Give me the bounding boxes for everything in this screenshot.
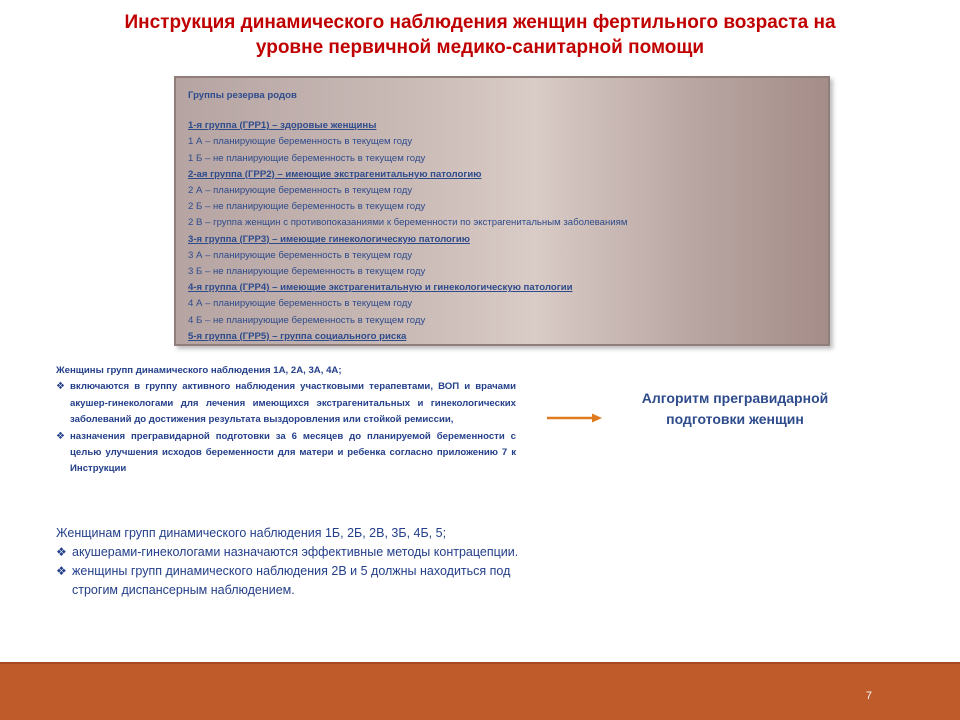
bullet-item bbox=[56, 543, 526, 562]
group-2-line[interactable]: 2-ая группа (ГРР2) – имеющие экстрагенитальную патологию bbox=[188, 168, 482, 180]
footer-divider bbox=[0, 662, 960, 664]
slide-title-line-1: Инструкция динамического наблюдения женщин фертильного возраста на bbox=[124, 12, 836, 33]
panel-spacer bbox=[188, 104, 820, 118]
right-arrow-icon bbox=[547, 413, 602, 423]
subgroup-2v-line: 2 В – группа женщин с противопоказаниями к беременности по экстрагенитальным заболеваниям bbox=[188, 217, 628, 229]
panel-line-list bbox=[188, 118, 820, 345]
slide-title-line-2: уровне первичной медико-санитарной помощи bbox=[255, 37, 705, 58]
page-number: 7 bbox=[865, 690, 872, 702]
pregravid-algorithm-label bbox=[605, 388, 865, 430]
group-4-line[interactable]: 4-я группа (ГРР4) – имеющие экстрагенитальную и гинекологическую патологии bbox=[188, 282, 573, 294]
bullet-text: включаются в группу активного наблюдения участковыми терапевтами, ВОП и врачами акушер-гинекологами для лечения имеющихся экстрагенитальных и гинекологических заболеваний до достижения результата выздоровления или стойкой ремиссии, bbox=[70, 381, 516, 426]
bullet-item bbox=[56, 562, 526, 600]
active-observation-block bbox=[56, 363, 516, 478]
group-5-line[interactable]: 5-я группа (ГРР5) – группа социального риска bbox=[188, 330, 407, 342]
algorithm-label-line-1: Алгоритм прегравидарной bbox=[641, 390, 829, 406]
active-observation-heading: Женщины групп динамического наблюдения 1А, 2А, 3А, 4А; bbox=[56, 365, 342, 376]
diamond-bullet-icon: ❖ bbox=[56, 381, 65, 393]
subgroup-4b-line: 4 Б – не планирующие беременность в текущем году bbox=[188, 314, 426, 326]
subgroup-2a-line: 2 А – планирующие беременность в текущем году bbox=[188, 185, 413, 197]
slide-title bbox=[70, 10, 890, 60]
bullet-text: акушерами-гинекологами назначаются эффективные методы контрацепции. bbox=[72, 545, 519, 559]
bullet-text: назначения прегравидарной подготовки за 6 месяцев до планируемой беременности с целью улучшения исходов беременности для матери и ребенка согласно приложению 7 к Инструкции bbox=[70, 430, 516, 475]
contraception-heading: Женщинам групп динамического наблюдения 1Б, 2Б, 2В, 3Б, 4Б, 5; bbox=[56, 526, 447, 540]
subgroup-3b-line: 3 Б – не планирующие беременность в текущем году bbox=[188, 266, 426, 278]
diamond-bullet-icon: ❖ bbox=[56, 430, 65, 442]
bullet-text: женщины групп динамического наблюдения 2В и 5 должны находиться под строгим диспансерным наблюдением. bbox=[72, 564, 511, 597]
subgroup-1b-line: 1 Б – не планирующие беременность в текущем году bbox=[188, 152, 426, 164]
subgroup-1a-line: 1 А – планирующие беременность в текущем году bbox=[188, 136, 413, 148]
group-3-line[interactable]: 3-я группа (ГРР3) – имеющие гинекологическую патологию bbox=[188, 233, 470, 245]
group-1-line[interactable]: 1-я группа (ГРР1) – здоровые женщины bbox=[188, 120, 377, 132]
subgroup-3a-line: 3 А – планирующие беременность в текущем году bbox=[188, 249, 413, 261]
panel-heading: Группы резерва родов bbox=[188, 90, 297, 101]
footer-band bbox=[0, 662, 960, 720]
subgroup-2b-line: 2 Б – не планирующие беременность в текущем году bbox=[188, 201, 426, 213]
bullet-item bbox=[56, 429, 516, 478]
diamond-bullet-icon: ❖ bbox=[56, 564, 67, 578]
birth-reserve-groups-panel bbox=[174, 76, 830, 346]
diamond-bullet-icon: ❖ bbox=[56, 545, 67, 559]
bullet-item bbox=[56, 379, 516, 428]
contraception-block bbox=[56, 524, 526, 600]
panel-content bbox=[188, 88, 820, 345]
algorithm-label-line-2: подготовки женщин bbox=[666, 411, 804, 427]
subgroup-4a-line: 4 А – планирующие беременность в текущем году bbox=[188, 298, 413, 310]
